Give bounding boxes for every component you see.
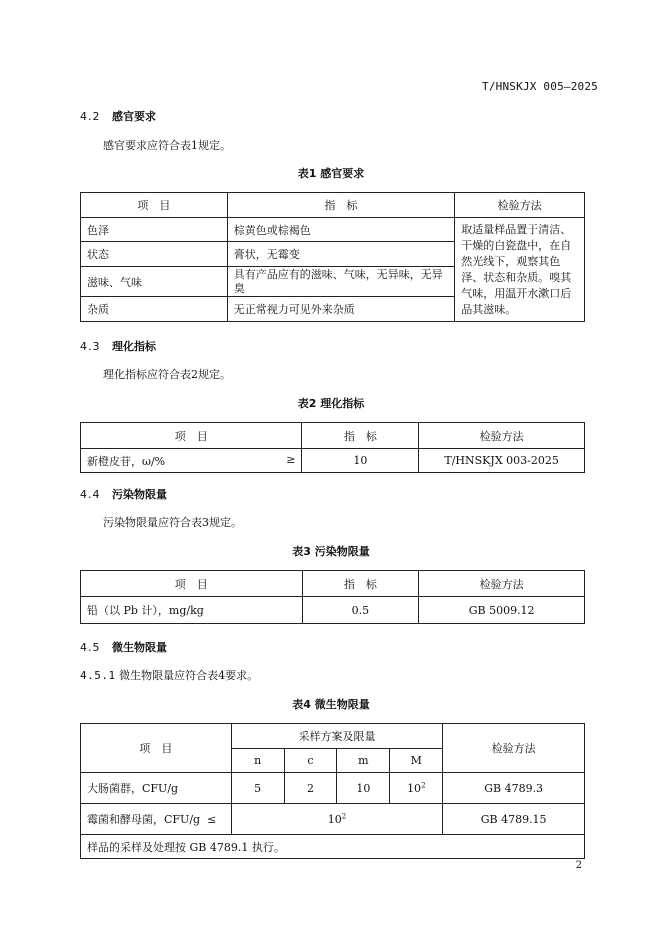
table-4-row1-c: 2	[284, 773, 337, 804]
comparison-symbol: ≥	[286, 452, 296, 466]
table-3-head-item: 项 目	[81, 571, 303, 597]
table-1-cell: 膏状，无霉变	[227, 242, 455, 267]
table-4-row2-item: 霉菌和酵母菌，CFU/g	[87, 813, 201, 826]
power-base: 10	[327, 812, 342, 826]
table-2-head-item: 项 目	[81, 423, 302, 449]
section-title: 污染物限量	[112, 488, 167, 501]
table-4	[80, 723, 585, 859]
power-exponent: 2	[421, 780, 426, 789]
comparison-symbol: ≤	[207, 813, 217, 826]
table-1-cell: 状态	[81, 242, 228, 267]
table-1-cell: 棕黄色或棕褐色	[227, 218, 455, 242]
table-1-cell: 色泽	[81, 218, 228, 242]
table-4-row1-method: GB 4789.3	[443, 773, 585, 804]
table-1-cell: 具有产品应有的滋味、气味，无异味，无异臭	[227, 267, 455, 297]
section-number: 4.4	[80, 488, 101, 501]
section-number: 4.5.1	[80, 669, 116, 682]
table-4-row1-item: 大肠菌群，CFU/g	[81, 773, 232, 804]
table-4-note: 样品的采样及处理按 GB 4789.1 执行。	[81, 835, 585, 859]
section-4-5-1-text	[80, 667, 258, 683]
header-code: T/HNSKJX 005—2025	[482, 80, 598, 93]
section-4-3-heading	[80, 338, 156, 354]
table-1-cell: 无正常视力可见外来杂质	[227, 297, 455, 322]
table-3-item: 铅（以 Pb 计），mg/kg	[81, 597, 303, 624]
table-4-row1-n: 5	[231, 773, 284, 804]
power-base: 10	[407, 781, 422, 795]
table-4-caption: 表4 微生物限量	[292, 698, 370, 711]
section-4-3-paragraph: 理化指标应符合表2规定。	[103, 368, 231, 381]
table-2-head-index: 指 标	[302, 423, 419, 449]
table-4-head-sampling: 采样方案及限量	[231, 724, 443, 749]
section-4-4-heading	[80, 486, 167, 502]
table-4-row2-method: GB 4789.15	[443, 804, 585, 835]
table-1-method-cell: 取适量样品置于清洁、干燥的白瓷盘中，在自然光线下，观察其色泽、状态和杂质。嗅其气味，用温开水漱口后品其滋味。	[455, 218, 585, 322]
table-2	[80, 422, 585, 473]
section-title: 理化指标	[112, 340, 156, 353]
table-1-cell: 杂质	[81, 297, 228, 322]
section-4-5-heading	[80, 639, 167, 655]
table-2-value: 10	[302, 449, 419, 473]
table-4-sub-m: m	[337, 749, 390, 773]
table-1-head-item: 项 目	[81, 193, 228, 218]
table-1-caption: 表1 感官要求	[297, 167, 365, 180]
table-4-sub-n: n	[231, 749, 284, 773]
page-number: 2	[575, 860, 582, 871]
table-4-row2-item-cell	[81, 804, 232, 835]
table-4-row1-m: 10	[337, 773, 390, 804]
table-3-value: 0.5	[302, 597, 419, 624]
table-3-caption: 表3 污染物限量	[292, 545, 370, 558]
power-exponent: 2	[341, 811, 347, 820]
table-4-sub-c: c	[284, 749, 337, 773]
table-4-head-method: 检验方法	[443, 724, 585, 773]
table-1-head-index: 指 标	[227, 193, 455, 218]
table-4-row1-M	[390, 773, 443, 804]
table-2-head-method: 检验方法	[419, 423, 585, 449]
section-4-4-paragraph: 污染物限量应符合表3规定。	[103, 516, 242, 529]
table-1-head-method: 检验方法	[455, 193, 585, 218]
table-4-row2-limit	[231, 804, 443, 835]
table-2-method: T/HNSKJX 003-2025	[419, 449, 585, 473]
clause-text: 微生物限量应符合表4要求。	[119, 669, 259, 682]
table-2-caption: 表2 理化指标	[297, 397, 365, 410]
table-3-head-method: 检验方法	[419, 571, 585, 597]
table-2-item-cell	[81, 449, 302, 473]
section-4-2-paragraph: 感官要求应符合表1规定。	[103, 139, 231, 152]
section-number: 4.3	[80, 340, 101, 353]
table-4-sub-M: M	[390, 749, 443, 773]
table-3	[80, 570, 585, 624]
section-number: 4.2	[80, 110, 101, 123]
section-number: 4.5	[80, 641, 101, 654]
section-title: 感官要求	[112, 110, 156, 123]
table-1	[80, 192, 585, 322]
table-4-head-item: 项 目	[81, 724, 232, 773]
table-1-cell: 滋味、气味	[81, 267, 228, 297]
table-2-item: 新橙皮苷，ω/%	[87, 454, 166, 468]
section-4-2-heading	[80, 108, 156, 124]
table-3-method: GB 5009.12	[419, 597, 585, 624]
section-title: 微生物限量	[112, 641, 167, 654]
table-3-head-index: 指 标	[302, 571, 419, 597]
